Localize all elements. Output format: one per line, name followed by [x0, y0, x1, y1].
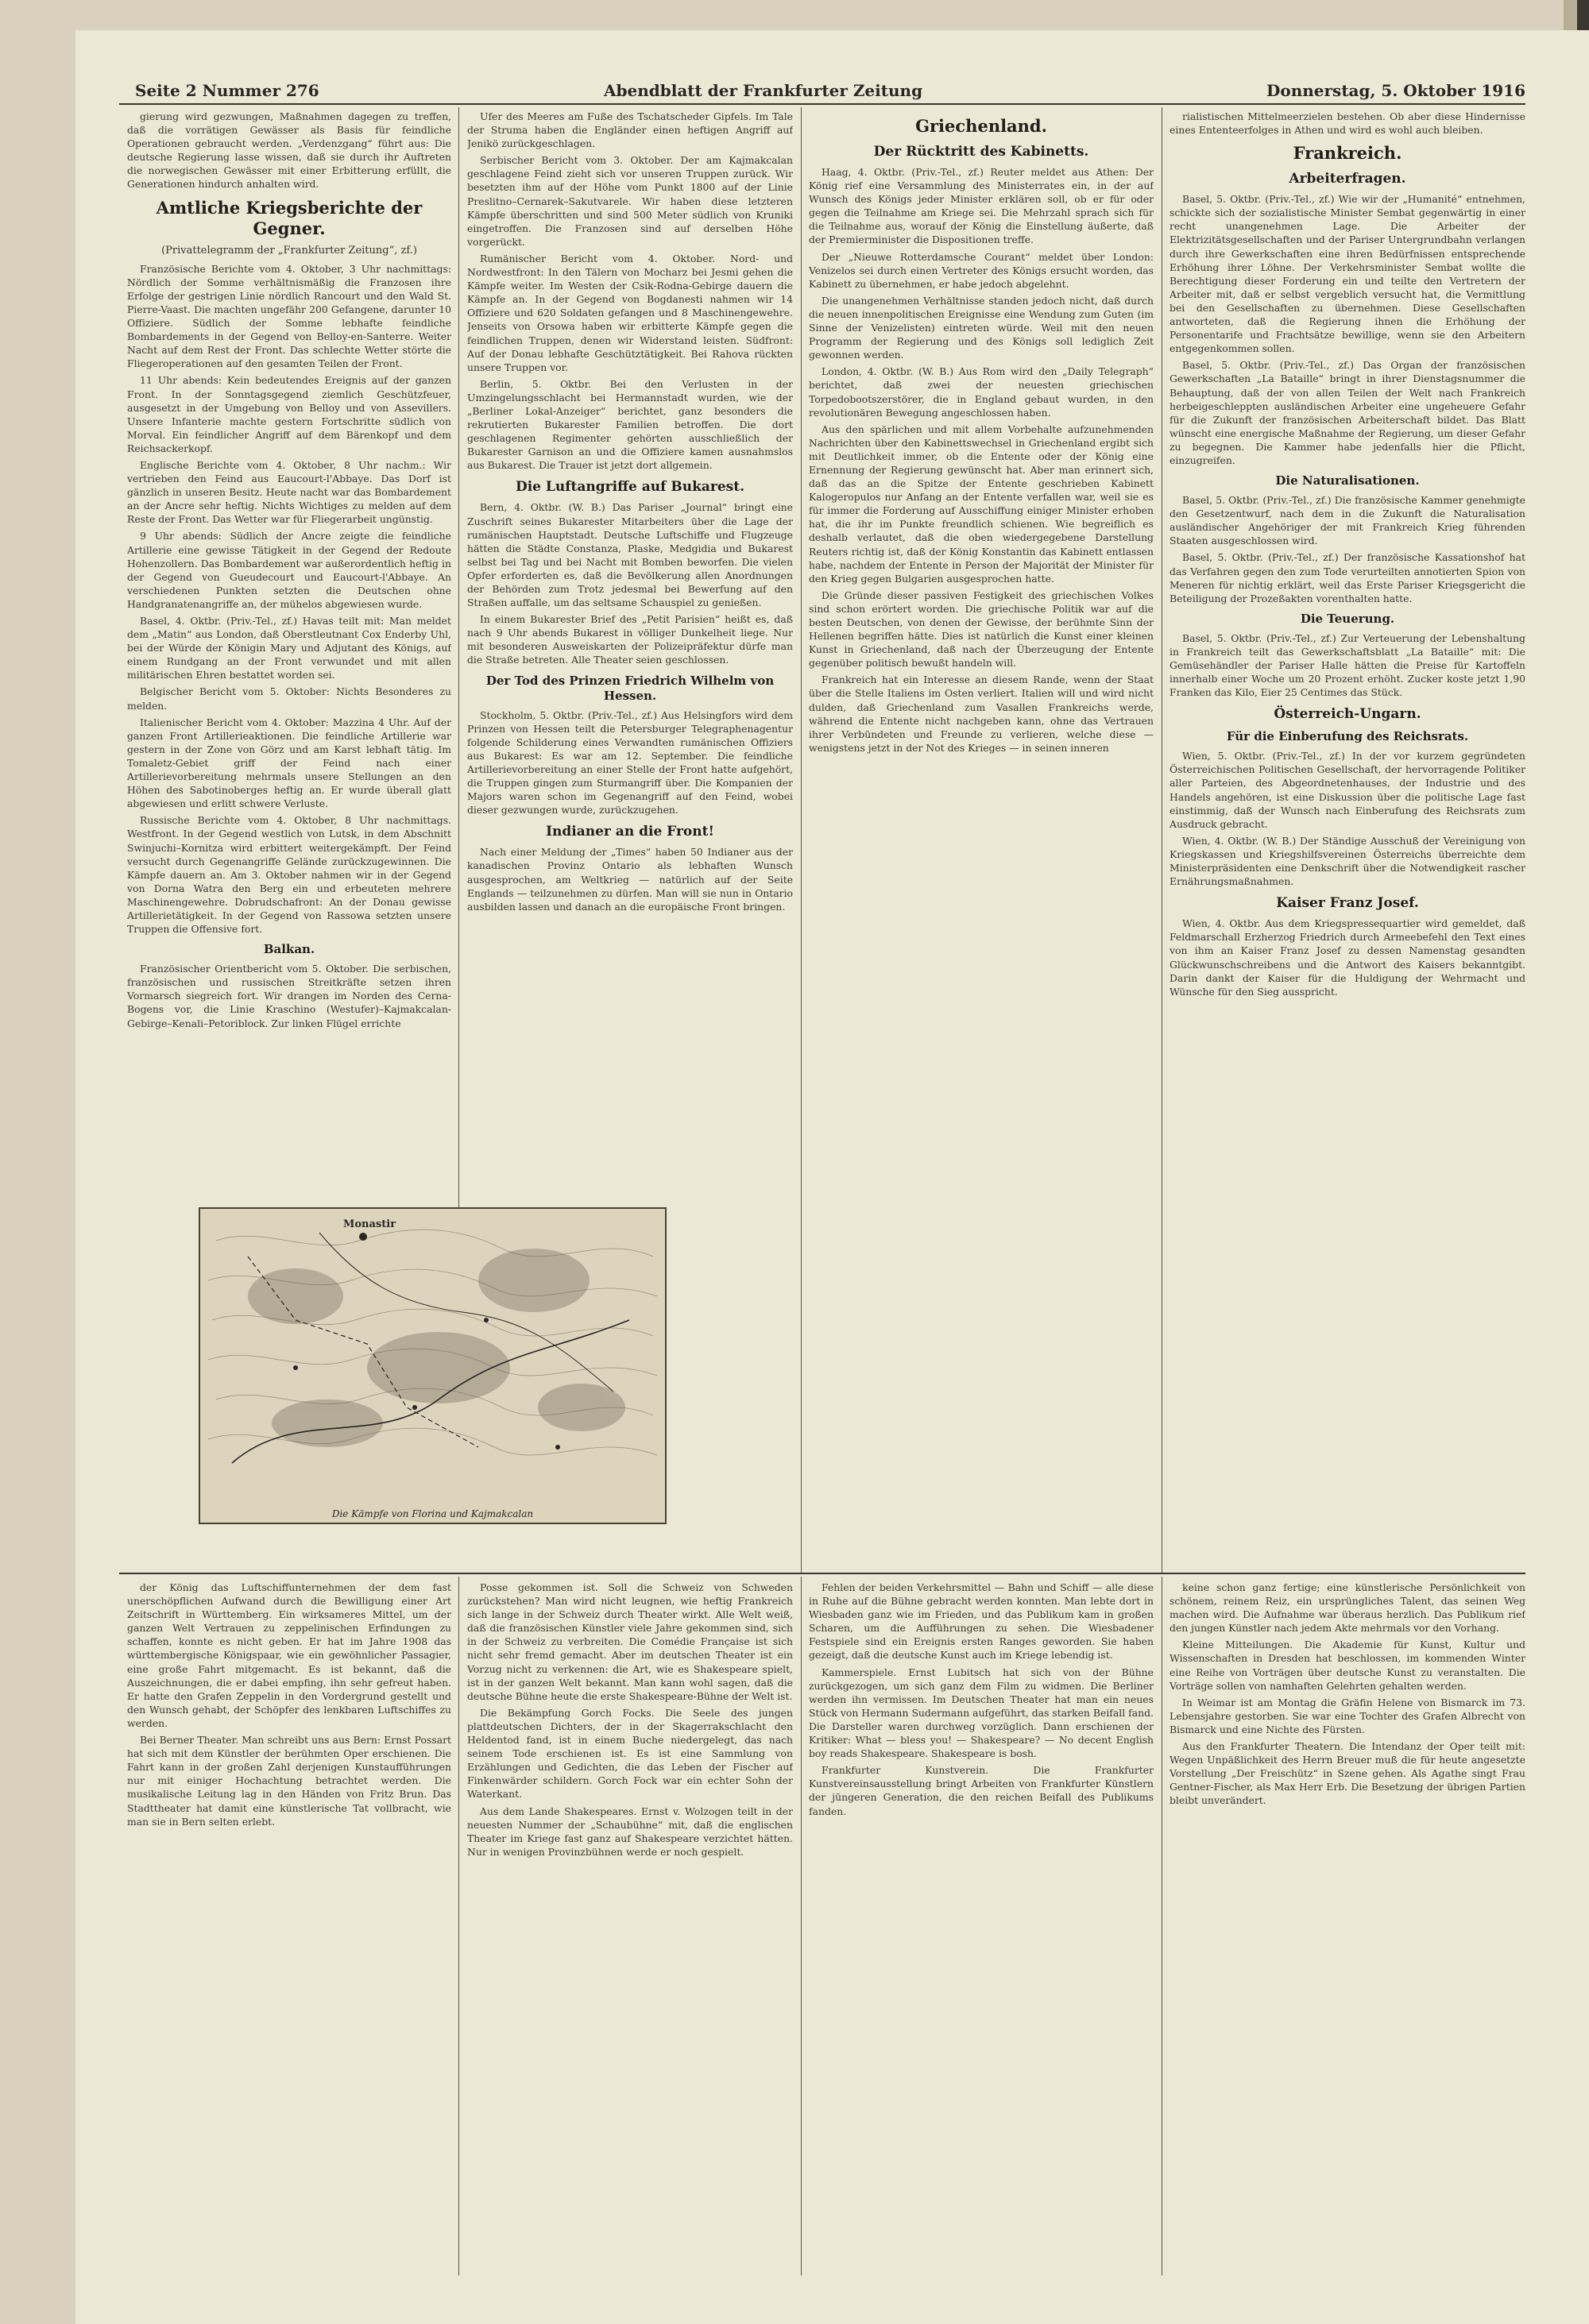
article-text: Bei Berner Theater. Man schreibt uns aus Bern: Ernst Possart hat sich mit dem Künstler der berühmten Oper erschienen. Die Fahrt kann in der großen Zahl derjenigen Kunstaufführungen nur mit einiger Hochachtung betrachtet werden. Die musikalische Leitung lag in den Händen von Fritz Brun. Das Stadttheater hat damit eine künstlerische Tat vollbracht, wie man sie in Bern selten erlebt. — [127, 1734, 451, 1828]
article-text: Die Gründe dieser passiven Festigkeit des griechischen Volkes sind schon erörtert worden. Die griechische Politik war auf die besten Deutschen, von denen der Gewisse, der berühmte Sinn der Hellenen begriffen hätte. Dies ist natürlich die Kunst einer kleinen Kunst in Griechenland, daß nach der Überzeugung der Entente gegenüber politisch bewußt handeln will. — [809, 589, 1154, 670]
section-subheading: (Privattelegramm der „Frankfurter Zeitung“, zf.) — [161, 244, 417, 257]
section-heading: Amtliche Kriegsberichte der Gegner. — [156, 197, 423, 238]
feuilleton-column-2 — [467, 1581, 793, 2272]
article-text: Belgischer Bericht vom 5. Oktober: Nichts Besonderes zu melden. — [127, 685, 451, 712]
section-heading: Der Tod des Prinzen Friedrich Wilhelm von Hessen. — [485, 673, 775, 703]
section-heading: Die Luftangriffe auf Bukarest. — [515, 479, 745, 496]
article-text: Wien, 5. Oktbr. (Priv.-Tel., zf.) In der vor kurzem gegründeten Österreichischen Politischen Gesellschaft, der hervorragende Politiker aller Parteien, des Abgeordnetenhauses, der Industrie und des Handels angehören, ist eine Diskussion über die politische Lage fast einstimmig, daß der Wunsch nach Einberufung des Reichsrats zum Ausdruck gebracht. — [1170, 750, 1525, 830]
article-text: gierung wird gezwungen, Maßnahmen dagegen zu treffen, daß die vorrätigen Gewässer als Basis für feindliche Operationen gebraucht werden. „Verdenzgang“ führt aus: Die deutsche Regierung lasse wissen, daß sie durch ihr Auftreten die norwegischen Gewässer mit einer Erbitterung erfüllt, die Generationen hindurch anhalten wird. — [127, 110, 451, 191]
article-text: In einem Bukarester Brief des „Petit Parisien“ heißt es, daß nach 9 Uhr abends Bukarest in völliger Dunkelheit liege. Nur mit besonderen Ausweiskarten der Polizeipräfektur dürfe man die Straße betreten. Alle Theater seien geschlossen. — [467, 613, 793, 666]
article-text: Kammerspiele. Ernst Lubitsch hat sich von der Bühne zurückgezogen, um sich ganz dem Film zu widmen. Die Berliner werden ihn vermissen. Im Deutschen Theater hat man ein neues Stück von Hermann Sudermann aufgeführt, das starken Beifall fand. Die Darsteller waren durchweg vorzüglich. Dann erschienen der Kritiker: What — bless you! — Shakespeare? — No decent English boy reads Shakespeare. Shakespeare is bosh. — [809, 1666, 1154, 1760]
article-text: Frankreich hat ein Interesse an diesem Rande, wenn der Staat über die Stelle Italiens im Osten verliert. Italien will und wird nicht dulden, daß Griechenland zum Vasallen Frankreichs werde, während die Entente nicht nachgeben kann, ohne das Vertrauen ihrer Verbündeten und Freunde zu verlieren, welche diese — wenigstens jetzt in der Not des Krieges — in seinen inneren — [809, 674, 1154, 754]
article-text: Russische Berichte vom 4. Oktober, 8 Uhr nachmittags. Westfront. In der Gegend westlich von Lutsk, in dem Abschnitt Swinjuchi–Kornitza wird erbittert weitergekämpft. Der Feind versucht durch Gegenangriffe Gelände zurückzugewinnen. Die Kämpfe dauern an. Am 3. Oktober nahmen wir in der Gegend von Dorna Watra den Berg ein und erbeuteten mehrere Maschinengewehre. Dobrudschafront: An der Donau gewisse Artillerietätigkeit. In der Gegend von Rassowa setzten unsere Truppen die Offensive fort. — [127, 814, 451, 936]
column-4 — [1170, 110, 1525, 1567]
article-text: Die Bekämpfung Gorch Focks. Die Seele des jungen plattdeutschen Dichters, der in der Skagerrakschlacht den Heldentod fand, ist in einem Buche niedergelegt, das nach seinem Tode erschienen ist. Es ist eine Sammlung von Erzählungen und Gedichten, die das Leben der Fischer auf Finkenwärder schildern. Gorch Fock war ein echter Sohn der Waterkant. — [467, 1706, 793, 1801]
section-heading: Balkan. — [263, 942, 315, 957]
section-heading: Frankreich. — [1293, 143, 1402, 164]
article-text: Ufer des Meeres am Fuße des Tschatscheder Gipfels. Im Tale der Struma haben die Engländer einen heftigen Angriff auf Jenikö zurückgeschlagen. — [467, 110, 793, 150]
article-text: Basel, 5. Oktbr. (Priv.-Tel., zf.) Wie wir der „Humanité“ entnehmen, schickte sich der sozialistische Minister Sembat gegenwärtig in einer recht unangenehmen Lage. Die Arbeiter der Elektrizitätsgesellschaften und der Pariser Untergrundbahn verlangen durch ihre Gewerkschaften eine ihren Bedürfnissen entsprechende Erhöhung ihrer Löhne. Der Verkehrsminister Sembat wollte die Berechtigung dieser Forderung ein und teilte den Vertretern der Arbeiter mit, daß er selbst vergeblich versucht hat, die Vermittlung bei den Gesellschaften zu übernehmen. Diese Gesellschaften antworteten, daß die Regierung ihnen die Erhöhung der Personentarife und Frachtsätze bewillige, wenn sie den Arbeitern entgegenkommen sollen. — [1170, 193, 1525, 355]
column-3 — [809, 110, 1154, 1567]
article-text: Die unangenehmen Verhältnisse standen jedoch nicht, daß durch die neuen innenpolitischen Ereignisse eine Wendung zum Guten (im Sinne der Venizelisten) eintreten würde. Weil mit den neuen Programm der Regierung und des Königs soll lediglich Zeit gewonnen werden. — [809, 294, 1154, 361]
article-text: der König das Luftschiffunternehmen der dem fast unerschöpflichen Aufwand durch die Bewilligung einer Art Zeitschrift in Württemberg. Ein wirksameres Mittel, um der ganzen Welt Vertrauen zu zeppelinischen Erfindungen zu schaffen, konnte es nicht geben. Er hat im Jahre 1908 das württembergische Königspaar, wie ein gewöhnlicher Passagier, eine große Fahrt mitgemacht. Es ist bekannt, daß die Auszeichnungen, die er dabei empfing, ihn sehr gefreut haben. Er hatte den Grafen Zeppelin in den Vordergrund gestellt und den Wunsch gehabt, der Schöpfer des lenkbaren Luftschiffes zu werden. — [127, 1581, 451, 1729]
article-text: Englische Berichte vom 4. Oktober, 8 Uhr nachm.: Wir vertrieben den Feind aus Eaucourt-l'Abbaye. Das Dorf ist gänzlich in unseren Besitz. Heute nacht war das Bombardement an der Ancre sehr heftig. Nichts Wichtiges zu melden auf dem Reste der Front. Das Wetter war für Fliegerarbeit ungünstig. — [127, 458, 451, 526]
article-text: Nach einer Meldung der „Times“ haben 50 Indianer aus der kanadischen Provinz Ontario als lebhaften Wunsch ausgesprochen, am Weltkrieg — natürlich auf der Seite Englands — teilzunehmen zu dürfen. Man will sie nun in Ontario ausbilden lassen und danach an die europäische Front bringen. — [467, 846, 793, 913]
article-text: keine schon ganz fertige; eine künstlerische Persönlichkeit von schönem, reinem Reiz, ein ursprüngliches Talent, das seinen Weg machen wird. Die Aufnahme war überaus herzlich. Das Publikum rief den jungen Künstler nach jedem Akte mehrmals vor den Vorhang. — [1170, 1581, 1525, 1635]
section-heading: Die Teuerung. — [1300, 611, 1395, 626]
article-text: Wien, 4. Oktbr. Aus dem Kriegspressequartier wird gemeldet, daß Feldmarschall Erzherzog Friedrich durch Armeebefehl den Text eines von ihm an Kaiser Franz Josef zu dessen Namenstag gesandten Glückwunschschreibens und die Antwort des Kaisers bekanntgibt. Darin dankt der Kaiser für die Huldigung der Wehrmacht und Wünsche für den Sieg ausspricht. — [1170, 917, 1525, 998]
map-drawing — [200, 1209, 665, 1523]
article-text: Aus dem Lande Shakespeares. Ernst v. Wolzogen teilt in der neuesten Nummer der „Schaubühne“ mit, daß die englischen Theater im Kriege fast ganz auf Shakespeare verzichtet hätten. Nur in wenigen Provinzbühnen werde er noch gespielt. — [467, 1805, 793, 1858]
section-subheading: Der Rücktritt des Kabinetts. — [873, 144, 1089, 160]
article-text: Berlin, 5. Oktbr. Bei den Verlusten in der Umzingelungsschlacht bei Hermannstadt wurden, wie der „Berliner Lokal-Anzeiger“ berichtet, ganz besonders die rekrutierten Bukarester Familien betroffen. Die dort geschlagenen Regimenter gehörten ausschließlich der Bukarester Garnison an und die Offiziere kamen ausnahmslos aus Bukarest. Die Trauer ist jetzt dort allgemein. — [467, 377, 793, 472]
feuilleton-column-3 — [809, 1581, 1154, 2272]
article-text: Serbischer Bericht vom 3. Oktober. Der am Kajmakcalan geschlagene Feind zieht sich vor unseren Truppen zurück. Wir besetzten ihm auf der Höhe vom Punkt 1800 auf der Linie Preslitno–Cernarek–Sakutvarele. Wir haben diese letzteren Kämpfe überschritten und sind 500 Meter südlich von Kruniki eingetroffen. Die Franzosen sind auf derselben Höhe vorgerückt. — [467, 154, 793, 248]
article-text: London, 4. Oktbr. (W. B.) Aus Rom wird den „Daily Telegraph“ berichtet, daß zwei der neuesten griechischen Torpedobootszerstörer, die in England gebaut wurden, in den revolutionären Bewegung angeschlossen haben. — [809, 365, 1154, 419]
column-rule — [801, 1577, 802, 2276]
article-text: Italienischer Bericht vom 4. Oktober: Mazzina 4 Uhr. Auf der ganzen Front Artillerieaktionen. Die feindliche Artillerie war gestern in der Zone von Görz und am Karst lebhaft tätig. Im Tomaletz-Gebiet griff der Feind nach einer Artillerievorbereitung mehrmals unsere Stellungen an den Höhen des Sabotinoberges heftig an. Er wurde überall glatt abgewiesen und erlitt schwere Verluste. — [127, 716, 451, 810]
masthead-date: Donnerstag, 5. Oktober 1916 — [1266, 81, 1525, 100]
article-text: Haag, 4. Oktbr. (Priv.-Tel., zf.) Reuter meldet aus Athen: Der König rief eine Versammlung des Ministerrates ein, in der auf Wunsch des Königs jeder Minister erklären soll, ob er für oder gegen die Teilnahme am Kriege sei. Die Mehrzahl sprach sich für die Teilnahme aus, worauf der König die Einstellung äußerte, daß der Premierminister die Dispositionen treffe. — [809, 166, 1154, 246]
article-text: Basel, 5. Oktbr. (Priv.-Tel., zf.) Der französische Kassationshof hat das Verfahren gegen den zum Tode verurteilten annotierten Spion von Meneren für nichtig erklärt, weil das Erste Pariser Kriegsgericht die Beteiligung der Prozeßakten vorenthalten hatte. — [1170, 551, 1525, 604]
article-text: Frankfurter Kunstverein. Die Frankfurter Kunstvereinsausstellung bringt Arbeiten von Frankfurter Künstlern der jüngeren Generation, die den reichen Beifall des Publikums fanden. — [809, 1764, 1154, 1817]
article-text: Kleine Mitteilungen. Die Akademie für Kunst, Kultur und Wissenschaften in Dresden hat beschlossen, im kommenden Winter eine Reihe von Vorträgen über deutsche Kunst zu veranstalten. Die Vorträge sollen von namhaften Gelehrten gehalten werden. — [1170, 1639, 1525, 1692]
article-text: Aus den spärlichen und mit allem Vorbehalte aufzunehmenden Nachrichten über den Kabinettswechsel in Griechenland ergibt sich mit Deutlichkeit immer, ob die Entente oder der König eine Ernennung der Regierung gewünscht hat. Aber man erinnert sich, daß das an die Spitze der Entente geschrieben Kabinett Kalogeropulos nur Anfang an der Entente verfallen war, weil sie es für immer die Forderung auf Ausschiffung einiger Minister erhoben hat, die ihr im Punkte freundlich schienen. Wie begreiflich es deshalb verlautet, daß die oben wiedergegebene Darstellung Reuters richtig ist, daß der König Konstantin das Kabinett entlassen habe, nachdem der Entente in Person der Majorität der Minister für den Krieg gegen Bulgarien ausgesprochen hatte. — [809, 423, 1154, 585]
article-text: Der „Nieuwe Rotterdamsche Courant“ meldet über London: Venizelos sei durch einen Vertreter des Königs ersucht worden, das Kabinett zu übernehmen, er habe jedoch abgelehnt. — [809, 250, 1154, 290]
map-city-label: Monastir — [343, 1218, 396, 1230]
feuilleton-column-4 — [1170, 1581, 1525, 2272]
column-rule — [458, 1577, 459, 2276]
section-heading: Kaiser Franz Josef. — [1276, 895, 1419, 912]
article-text: Basel, 5. Oktbr. (Priv.-Tel., zf.) Die französische Kammer genehmigte den Gesetzentwurf, nach dem in die Zukunft die Naturalisation ausländischer Angehöriger der mit Frankreich Krieg führenden Staaten ausgeschlossen wird. — [1170, 494, 1525, 547]
masthead-page-number: Seite 2 Nummer 276 — [135, 81, 319, 100]
section-heading: Griechenland. — [915, 116, 1047, 136]
column-2 — [467, 110, 793, 1202]
column-rule — [458, 107, 459, 1207]
article-text: Französische Berichte vom 4. Oktober, 3 Uhr nachmittags: Nördlich der Somme verhältnismäßig die Franzosen ihre Erfolge der gestrigen Linie nördlich Rancourt und den Wald St. Pierre-Vaast. Die machten ungefähr 200 Gefangene, darunter 10 Offiziere. Südlich der Somme lebhafte feindliche Bombardements in der Gegend von Belloy-en-Santerre. Weiter Nacht auf dem Rest der Front. Das schlechte Wetter störte die Fliegeroperationen auf den gesamten Teilen der Front. — [127, 262, 451, 370]
section-heading: Österreich-Ungarn. — [1274, 706, 1421, 723]
article-text: Basel, 5. Oktbr. (Priv.-Tel., zf.) Das Organ der französischen Gewerkschaften „La Bataille“ bringt in ihrer Dienstagsnummer die Behauptung, daß der von allen Teilen der Welt nach Frankreich herbeigeschleppten ausländischen Arbeiter eine ungeheuere Gefahr für die Zukunft der französischen Arbeiterschaft bildet. Das Blatt wünscht eine energische Maßnahme der Regierung, um dieser Gefahr zu begegnen. Die Kammer habe jedenfalls hier die Pflicht, einzugreifen. — [1170, 359, 1525, 466]
article-text: Aus den Frankfurter Theatern. Die Intendanz der Oper teilt mit: Wegen Unpäßlichkeit des Herrn Breuer muß die für heute angesetzte Vorstellung „Der Freischütz“ in Szene gehen. Als Agathe singt Frau Gentner-Fischer, als Max Herr Erb. Die Besetzung der übrigen Partien bleibt unverändert. — [1170, 1740, 1525, 1807]
section-subheading: Arbeiterfragen. — [1289, 171, 1406, 187]
article-text: Basel, 4. Oktbr. (Priv.-Tel., zf.) Havas teilt mit: Man meldet dem „Matin“ aus London, daß Oberstleutnant Cox Enderby Uhl, bei der Würde der Königin Mary und Adjutant des Königs, auf einem Rundgang an der Front verwundet und mit allen militärischen Ehren bestattet worden sei. — [127, 615, 451, 681]
article-text: Fehlen der beiden Verkehrsmittel — Bahn und Schiff — alle diese in Ruhe auf die Bühne gebracht werden konnten. Man lebte dort in Wiesbaden ganz wie im Frieden, und das Publikum kam in großen Scharen, um die Aufführungen zu sehen. Die Wiesbadener Festspiele sind ein Ereignis ersten Ranges geworden. Sie haben gezeigt, daß die deutsche Kunst auch im Kriege lebendig ist. — [809, 1581, 1154, 1662]
article-text: Französischer Orientbericht vom 5. Oktober. Die serbischen, französischen und russischen Streitkräfte setzen ihren Vormarsch siegreich fort. Wir drangen im Norden des Cerna-Bogens vor, die Linie Kraschino (Westufer)–Kajmakcalan-Gebirge–Kenali–Petoriblock. Zur linken Flügel errichte — [127, 963, 451, 1029]
masthead-title: Abendblatt der Frankfurter Zeitung — [604, 81, 923, 100]
article-text: 9 Uhr abends: Südlich der Ancre zeigte die feindliche Artillerie eine gewisse Tätigkeit in der Gegend der Redoute Hohenzollern. Das Bombardement war außerordentlich heftig in der Gegend von Gueudecourt und Eaucourt-l'Abbaye. An verschiedenen Punkten setzten die Deutschen ohne Handgranatenangriffe an, der mühelos abgewiesen wurde. — [127, 530, 451, 610]
section-heading: Indianer an die Front! — [546, 824, 714, 840]
article-text: Rumänischer Bericht vom 4. Oktober. Nord- und Nordwestfront: In den Tälern von Mocharz bei Jesmi gehen die Kämpfe weiter. Im Westen der Csik-Rodna-Gebirge dauern die Kämpfe an. In der Gegend von Bogdanesti nahmen wir 14 Offiziere und 620 Soldaten gefangen und 8 Maschinengewehre. Jenseits von Orsowa haben wir erbitterte Kämpfe gegen die feindlichen Truppen, denen wir Widerstand leisten. Südfront: Auf der Donau lebhafte Geschütztätigkeit. Bei Rahova rückten unsere Truppen vor. — [467, 252, 793, 373]
article-text: 11 Uhr abends: Kein bedeutendes Ereignis auf der ganzen Front. In der Sonntagsgegend ziemlich Geschützfeuer, ausgesetzt in der Umgebung von Belloy und von Assevillers. Unsere Infanterie machte gestern Fortschritte südlich von Morval. Ein feindlicher Angriff auf dem Bärenkopf und dem Reichsackerkopf. — [127, 374, 451, 454]
article-text: Stockholm, 5. Oktbr. (Priv.-Tel., zf.) Aus Helsingfors wird dem Prinzen von Hessen teilt die Petersburger Telegraphenagentur folgende Schilderung eines Verwandten rumänischen Offiziers aus Bukarest: Es war am 12. September. Die feindliche Artillerievorbereitung an einer Stelle der Front hatte aufgehört, die Truppen gingen zum Sturmangriff über. Die Kompanien der Majors waren schon im Gegenangriff auf den Feind, wobei dieser gezwungen wurde, zurückzugehen. — [467, 708, 793, 816]
feuilleton-column-1 — [127, 1581, 451, 2272]
column-1 — [127, 110, 451, 1202]
article-text: In Weimar ist am Montag die Gräfin Helene von Bismarck im 73. Lebensjahre gestorben. Sie war eine Tochter des Grafen Albrecht von Bismarck und eine Nichte des Fürsten. — [1170, 1696, 1525, 1735]
section-subheading: Für die Einberufung des Reichsrats. — [1226, 729, 1469, 744]
map-caption: Die Kämpfe von Florina und Kajmakcalan — [331, 1508, 534, 1519]
article-text: Wien, 4. Oktbr. (W. B.) Der Ständige Ausschuß der Vereinigung von Kriegskassen und Kriegshilfsvereinen Österreichs überreichte dem Ministerpräsidenten eine Denkschrift über die Notwendigkeit rascher Ernährungsmaßnahmen. — [1170, 834, 1525, 888]
article-text: Basel, 5. Oktbr. (Priv.-Tel., zf.) Zur Verteuerung der Lebenshaltung in Frankreich teilt das Gewerkschaftsblatt „La Bataille“ mit: Die Gemüsehändler der Pariser Halle hätten die Preise für Kartoffeln innerhalb einer Woche um 20 Prozent erhöht. Zucker koste jetzt 1,90 Franken das Kilo, Eier 25 Centimes das Stück. — [1170, 631, 1525, 699]
article-text: Bern, 4. Oktbr. (W. B.) Das Pariser „Journal“ bringt eine Zuschrift seines Bukarester Mitarbeiters über die Lage der rumänischen Hauptstadt. Deutsche Luftschiffe und Flugzeuge hätten die Städte Constanza, Plaske, Medgidia und Bukarest selbst bei Tag und bei Nacht mit Bomben beworfen. Die vielen Opfer erforderten es, daß die Bevölkerung allen Anordnungen der Behörden zum Trotz jedesmal bei Bewerfung auf den Straßen auffalle, um das seltsame Schauspiel zu genießen. — [467, 501, 793, 609]
column-rule — [801, 107, 802, 1573]
masthead — [119, 79, 1525, 105]
battle-map — [199, 1207, 667, 1524]
article-text: rialistischen Mittelmeerzielen bestehen. Ob aber diese Hindernisse eines Ententeerfolges in Athen und wird es wohl auch bleiben. — [1170, 110, 1525, 137]
article-text: Posse gekommen ist. Soll die Schweiz von Schweden zurückstehen? Man wird nicht leugnen, wie heftig Frankreich sich lange in der Schweiz durch Theater wirkt. Alle Welt weiß, daß die französischen Künstler viele Jahre gekommen sind, sich in der Schweiz zu verbreiten. Die Comédie Française ist sich nicht sehr fremd gemacht. Aber im deutschen Theater ist ein Vorzug nicht zu verkennen: die Art, wie es Shakespeare spielt, ist in der ganzen Welt bekannt. Man kann wohl sagen, daß die deutsche Bühne heute die erste Shakespeare-Bühne der Welt ist. — [467, 1581, 793, 1702]
section-heading: Die Naturalisationen. — [1275, 473, 1420, 488]
feuilleton-rule — [119, 1573, 1525, 1574]
